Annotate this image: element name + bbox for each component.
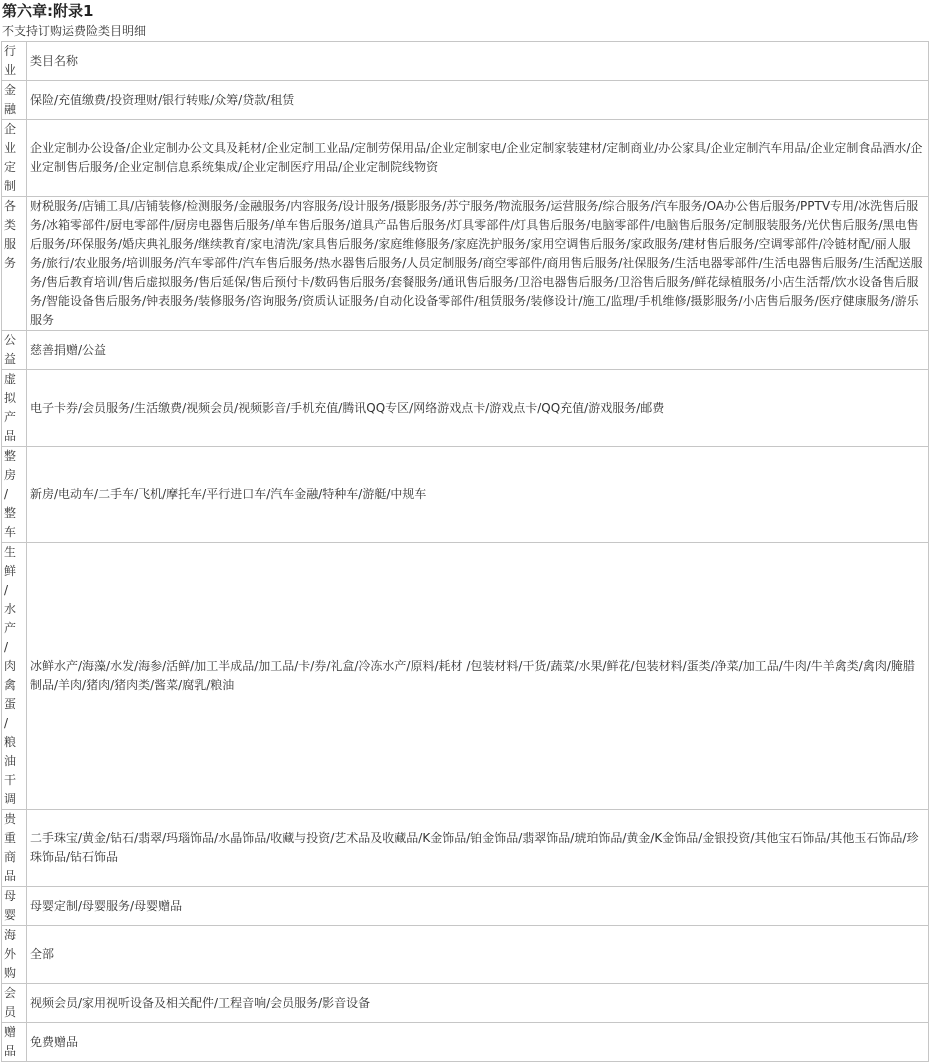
industry-cell: 企 业 定 制 [2,120,27,197]
table-row [2,331,929,370]
table-row [2,197,929,331]
industry-cell: 虚 拟 产 品 [2,370,27,447]
category-table-body [2,42,929,1062]
industry-cell: 海 外 购 [2,926,27,984]
table-row [2,887,929,926]
table-row [2,810,929,887]
table-row [2,984,929,1023]
categories-cell: 保险/充值缴费/投资理财/银行转账/众筹/贷款/租赁 [27,81,929,120]
category-header-cell: 类目名称 [27,42,929,81]
industry-cell: 整 房 / 整 车 [2,447,27,543]
categories-cell: 企业定制办公设备/企业定制办公文具及耗材/企业定制工业品/定制劳保用品/企业定制家电/企业定制家装建材/定制商业/办公家具/企业定制汽车用品/企业定制食品酒水/企业定制售后服务/企业定制信息系统集成/企业定制医疗用品/企业定制院线物资 [27,120,929,197]
table-row [2,81,929,120]
categories-cell: 视频会员/家用视听设备及相关配件/工程音响/会员服务/影音设备 [27,984,929,1023]
industry-cell: 会 员 [2,984,27,1023]
categories-cell: 免费赠品 [27,1023,929,1062]
industry-cell: 生 鲜 / 水 产 / 肉 禽 蛋 / 粮 油 干 调 [2,543,27,810]
table-row [2,926,929,984]
categories-cell: 电子卡券/会员服务/生活缴费/视频会员/视频影音/手机充值/腾讯QQ专区/网络游戏点卡/游戏点卡/QQ充值/游戏服务/邮费 [27,370,929,447]
table-row [2,447,929,543]
categories-cell: 全部 [27,926,929,984]
industry-cell: 各 类 服 务 [2,197,27,331]
categories-cell: 母婴定制/母婴服务/母婴赠品 [27,887,929,926]
industry-cell: 公 益 [2,331,27,370]
categories-cell: 慈善捐赠/公益 [27,331,929,370]
categories-cell: 二手珠宝/黄金/钻石/翡翠/玛瑙饰品/水晶饰品/收藏与投资/艺术品及收藏品/K金饰品/铂金饰品/翡翠饰品/琥珀饰品/黄金/K金饰品/金银投资/其他宝石饰品/其他玉石饰品/珍珠饰品/钻石饰品 [27,810,929,887]
table-row [2,543,929,810]
page-subtitle: 不支持订购运费险类目明细 [2,24,147,38]
industry-cell: 金 融 [2,81,27,120]
industry-cell: 贵 重 商 品 [2,810,27,887]
page-title: 第六章:附录1 [2,2,94,20]
categories-cell: 新房/电动车/二手车/飞机/摩托车/平行进口车/汽车金融/特种车/游艇/中规车 [27,447,929,543]
industry-cell: 赠 品 [2,1023,27,1062]
categories-cell: 冰鲜水产/海藻/水发/海参/活鲜/加工半成品/加工品/卡/券/礼盒/冷冻水产/原料/耗材 /包装材料/干货/蔬菜/水果/鲜花/包装材料/蛋类/净菜/加工品/牛肉/牛羊禽类/禽肉/腌腊制品/羊肉/猪肉/猪肉类/酱菜/腐乳/粮油 [27,543,929,810]
industry-cell: 母 婴 [2,887,27,926]
category-table [1,41,929,1062]
table-row [2,1023,929,1062]
categories-cell: 财税服务/店铺工具/店铺装修/检测服务/金融服务/内容服务/设计服务/摄影服务/苏宁服务/物流服务/运营服务/综合服务/汽车服务/OA办公售后服务/PPTV专用/冰洗售后服务/冰箱零部件/厨电零部件/厨房电器售后服务/单车售后服务/道具产品售后服务/灯具零部件/灯具售后服务/电脑零部件/电脑售后服务/定制服装服务/光伏售后服务/黑电售后服务/环保服务/婚庆典礼服务/继续教育/家电清洗/家具售后服务/家庭维修服务/家庭洗护服务/家用空调售后服务/家政服务/建材售后服务/空调零部件/冷链材配/丽人服务/旅行/农业服务/培训服务/汽车零部件/汽车售后服务/热水器售后服务/人员定制服务/商空零部件/商用售后服务/社保服务/生活电器零部件/生活电器售后服务/生活配送服务/售后教育培训/售后虚拟服务/售后延保/售后预付卡/数码售后服务/套餐服务/通讯售后服务/卫浴电器售后服务/卫浴售后服务/鲜花绿植服务/小店生活帮/饮水设备售后服务/智能设备售后服务/钟表服务/装修服务/咨询服务/资质认证服务/自动化设备零部件/租赁服务/装修设计/施工/监理/手机维修/摄影服务/小店售后服务/医疗健康服务/游乐服务 [27,197,929,331]
table-header-row [2,42,929,81]
industry-header-cell: 行 业 [2,42,27,81]
table-row [2,120,929,197]
table-row [2,370,929,447]
